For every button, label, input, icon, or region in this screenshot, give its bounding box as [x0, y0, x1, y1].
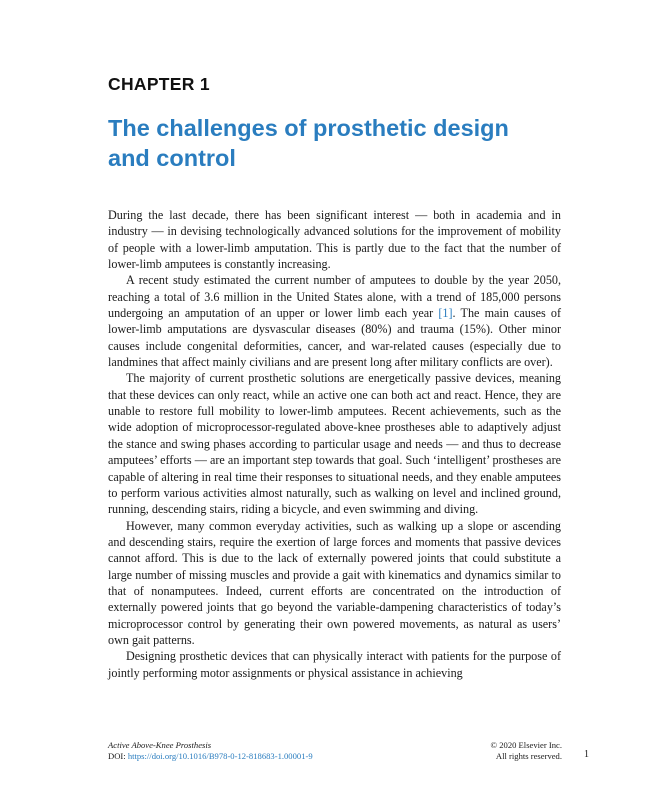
footer-book-title: Active Above-Knee Prosthesis	[108, 740, 212, 750]
paragraph-2-text-b: . The main causes of lower-limb amputations are dysvascular diseases (80%) and trauma (15%). Other minor causes include congenital deformities, cancer, and war-related causes (especially due to landmines that affect mainly civilians and are present long after military conflicts are over).	[108, 306, 561, 370]
chapter-body	[108, 207, 561, 681]
paragraph-1: During the last decade, there has been significant interest — both in academia and in industry — in devising technologically advanced solutions for the improvement of mobility of people with a lower-limb amputation. This is partly due to the fact that the number of lower-limb amputees is constantly increasing.	[108, 208, 561, 272]
doi-label: DOI:	[108, 751, 128, 761]
citation-link[interactable]: [1]	[438, 306, 453, 321]
rights-text: All rights reserved.	[495, 751, 562, 761]
page-number: 1	[584, 749, 589, 760]
doi-link[interactable]: https://doi.org/10.1016/B978-0-12-818683-1.00001-9	[127, 751, 313, 761]
paragraph-3: The majority of current prosthetic solutions are energetically passive devices, meaning that these devices can only react, while an active one can both act and react. Hence, they are unable to restore full mobility to lower-limb amputees. Recent achievements, such as the wide adoption of microprocessor-regulated above-knee prostheses able to adaptively adjust the stance and swing phases according to particular usage and needs — and thus to decrease amputees’ efforts — are an important step towards that goal. Such ‘intelligent’ prostheses are capable of altering in real time their responses to situational needs, and they enable amputees to perform various activities almost naturally, such as walking on level and inclined ground, running, descending stairs, riding a bicycle, and even swimming and diving.	[108, 371, 561, 517]
paragraph-2-text-a: A recent study estimated the current number of amputees to double by the year 2050, reaching a total of 3.6 million in the United States alone, with a trend of 185,000 persons undergoing an amputation of an upper or lower limb each year	[108, 273, 561, 321]
chapter-title: The challenges of prosthetic design and control	[108, 115, 509, 171]
paragraph-2	[108, 272, 561, 370]
copyright-text: © 2020 Elsevier Inc.	[490, 740, 562, 750]
chapter-label: CHAPTER 1	[108, 74, 210, 94]
footer-right	[484, 740, 562, 762]
footer-left	[108, 740, 313, 762]
paragraph-5: Designing prosthetic devices that can physically interact with patients for the purpose of jointly performing motor assignments or physical assistance in achieving	[108, 649, 561, 680]
paragraph-4: However, many common everyday activities, such as walking up a slope or ascending and descending stairs, require the exertion of large forces and moments that passive devices cannot afford. This is due to the lack of externally powered joints that could substitute a large number of missing muscles and provide a gait with kinematics and dynamics similar to that of nonamputees. Indeed, current efforts are concentrated on the introduction of externally powered joints that go beyond the variable-dampening characteristics of today’s microprocessor control by generating their own powered movements, as natural as users’ own gait patterns.	[108, 518, 561, 647]
